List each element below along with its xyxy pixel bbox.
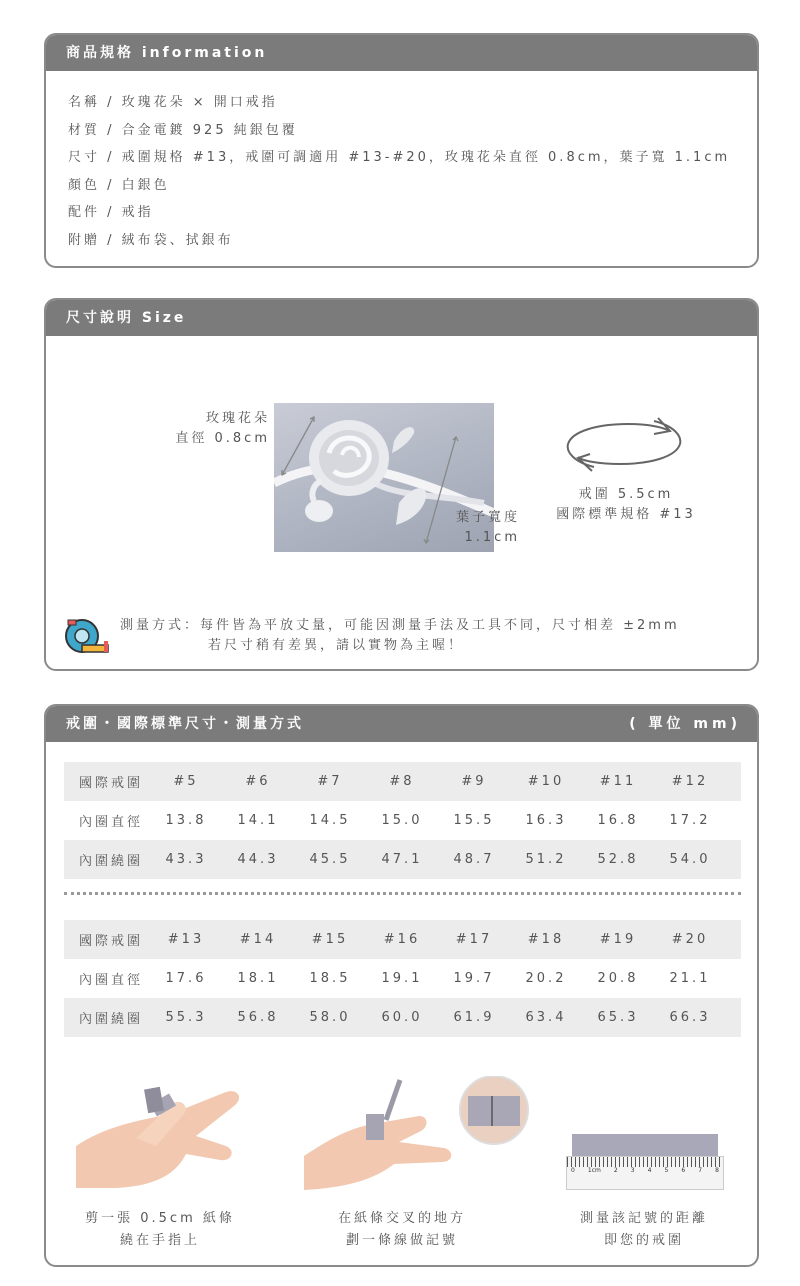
leaf-width-label [438,508,520,548]
step-caption-1 [60,1208,260,1252]
table-cell: 56.8 [237,1010,279,1025]
table-cell: 44.3 [237,852,279,867]
size-card [44,298,759,671]
table-cell: 65.3 [597,1010,639,1025]
table-cell: 51.2 [525,852,567,867]
ruler-ticks [567,1157,723,1167]
table-cell: 14.1 [237,813,279,828]
table-cell: 19.7 [453,971,495,986]
table-cell: #15 [311,932,349,947]
table-cell: 16.8 [597,813,639,828]
table-divider [64,892,741,902]
table-cell: 61.9 [453,1010,495,1025]
table-row [64,998,741,1037]
rose-diameter-label [174,409,270,449]
leaf-label-line2: 1.1cm [464,530,520,545]
tape-measure-icon [64,617,110,655]
rose-label-line2: 直徑 0.8cm [175,431,270,446]
table-cell: 66.3 [669,1010,711,1025]
step1-line1: 剪一張 0.5cm 紙條 [85,1211,235,1226]
measure-note-line1: 測量方式：每件皆為平放丈量，可能因測量手法及工具不同，尺寸相差 ±2mm [120,618,680,633]
ruler-number: 5 [664,1167,669,1174]
spec-list [46,71,757,255]
rose-label-line1: 玫瑰花朵 [205,411,270,426]
ruler-number: 7 [698,1167,703,1174]
spec-row-size: 尺寸 / 戒圍規格 #13，戒圍可調適用 #13-#20，玫瑰花朵直徑 0.8cm，葉子寬 1.1cm [68,150,731,166]
ruler-body [566,1156,724,1190]
table-cell: 15.0 [381,813,423,828]
table-cell: 52.8 [597,852,639,867]
row-head: 國際戒圍 [79,934,144,949]
step2-line1: 在紙條交叉的地方 [337,1211,466,1226]
table-row [64,920,741,959]
table-row [64,959,741,998]
table-cell: 20.2 [525,971,567,986]
table-cell: #16 [383,932,421,947]
product-spec-card [44,33,759,268]
ring-label-line2: 國際標準規格 #13 [556,507,696,522]
ruler-image [566,1134,726,1194]
size-header: 尺寸說明 Size [46,300,757,336]
ring-size-label [546,485,706,525]
leaf-label-line1: 葉子寬度 [455,510,520,525]
table-cell: #10 [527,774,565,789]
table-row [64,840,741,879]
ring-size-header [46,706,757,742]
table-cell: 48.7 [453,852,495,867]
table-cell: #12 [671,774,709,789]
ruler-number: 6 [681,1167,686,1174]
table-cell: #11 [599,774,637,789]
hand-paper-strip-image [76,1076,246,1194]
table-cell: #20 [671,932,709,947]
table-cell: #19 [599,932,637,947]
table-cell: #17 [455,932,493,947]
table-cell: 47.1 [381,852,423,867]
table-cell: 18.5 [309,971,351,986]
table-row [64,801,741,840]
table-cell: 21.1 [669,971,711,986]
table-cell: 17.2 [669,813,711,828]
row-head: 國際戒圍 [79,776,144,791]
table-cell: 18.1 [237,971,279,986]
table-cell: #18 [527,932,565,947]
table-cell: #9 [461,774,487,789]
table-cell: 60.0 [381,1010,423,1025]
unit-label: ( 單位 mm) [629,716,741,732]
ruler-number: 4 [647,1167,652,1174]
table-cell: 43.3 [165,852,207,867]
table-cell: #13 [167,932,205,947]
ring-size-card [44,704,759,1267]
ruler-number: 0 [571,1167,575,1174]
table-cell: 20.8 [597,971,639,986]
step-caption-2 [302,1208,502,1252]
spec-row-accessory: 配件 / 戒指 [68,205,154,221]
table-cell: 58.0 [309,1010,351,1025]
step-caption-3 [554,1208,734,1252]
ruler-number: 1cm [587,1167,601,1174]
table-row [64,762,741,801]
measure-note [120,616,680,656]
spec-row-color: 顏色 / 白銀色 [68,177,170,193]
table-cell: 45.5 [309,852,351,867]
table-cell: #7 [317,774,343,789]
table-cell: 15.5 [453,813,495,828]
mark-with-pen-image [304,1076,548,1194]
step1-line2: 繞在手指上 [119,1233,200,1248]
spec-row-material: 材質 / 合金電鍍 925 純銀包覆 [68,122,298,138]
table-cell: 17.6 [165,971,207,986]
table-cell: #6 [245,774,271,789]
ruler-number: 8 [715,1167,719,1174]
ruler-number: 3 [630,1167,635,1174]
table-cell: 63.4 [525,1010,567,1025]
measure-note-line2: 若尺寸稍有差異，請以實物為主喔！ [208,638,465,653]
table-cell: #5 [173,774,199,789]
table-cell: 54.0 [669,852,711,867]
table-cell: #14 [239,932,277,947]
size-table-2 [64,920,741,1037]
table-cell: #8 [389,774,415,789]
row-head: 內圍繞圈 [79,854,144,869]
table-cell: 19.1 [381,971,423,986]
table-cell: 16.3 [525,813,567,828]
step3-line2: 即您的戒圍 [603,1233,684,1248]
ruler-numbers [571,1167,719,1174]
product-spec-header: 商品規格 information [46,35,757,71]
spec-row-gift: 附贈 / 絨布袋、拭銀布 [68,232,234,248]
ring-size-title: 戒圍・國際標準尺寸・測量方式 [66,716,304,732]
step3-line1: 測量該記號的距離 [579,1211,708,1226]
size-table-1 [64,762,741,879]
step2-line2: 劃一條線做記號 [345,1233,458,1248]
table-cell: 13.8 [165,813,207,828]
table-cell: 14.5 [309,813,351,828]
spec-row-name: 名稱 / 玫瑰花朵 × 開口戒指 [68,95,278,110]
row-head: 內圈直徑 [79,815,144,830]
table-cell: 55.3 [165,1010,207,1025]
row-head: 內圈直徑 [79,973,144,988]
ruler-number: 2 [613,1167,618,1174]
ring-circumference-icon [562,412,686,476]
row-head: 內圍繞圈 [79,1012,144,1027]
ring-label-line1: 戒圍 5.5cm [578,487,674,502]
paper-strip [572,1134,718,1156]
